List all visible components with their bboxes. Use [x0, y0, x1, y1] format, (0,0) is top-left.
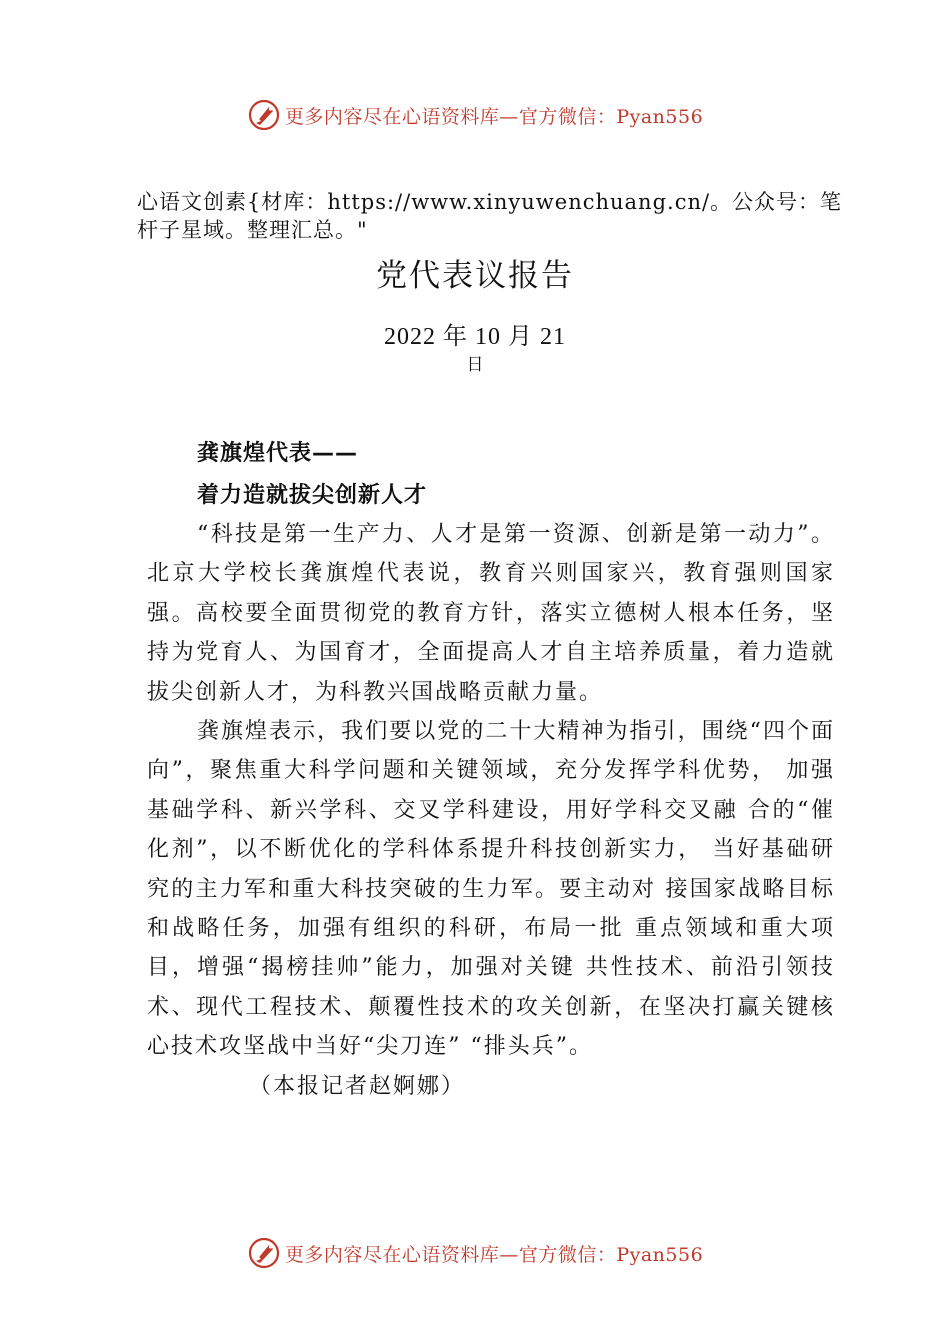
footer-banner: [0, 1233, 950, 1273]
banner-text: 更多内容尽在心语资料库—官方微信：Pyan556: [284, 105, 704, 128]
banner-text: 更多内容尽在心语资料库—官方微信：Pyan556: [284, 1243, 704, 1266]
source-note: 心语文创素{材库：https://www.xinyuwenchuang.cn/。公众号：笔杆子星域。整理汇总。": [137, 190, 843, 242]
paragraph-2: 龚旗煌表示，我们要以党的二十大精神为指引，围绕“四个面向”，聚焦重大科学问题和关键领域，充分发挥学科优势， 加强基础学科、新兴学科、交叉学科建设，用好学科交叉融 合的“催化剂”，以不断优化的学科体系提升科技创新实力， 当好基础研究的主力军和重大科技突破的生力军。要主动对 接国家战略目标和战略任务，加强有组织的科研，布局一批 重点领域和重大项目，增强“揭榜挂帅”能力，加强对关键 共性技术、前沿引领技术、现代工程技术、颠覆性技术的攻关创新，在坚决打赢关键核心技术攻坚战中当好“尖刀连” “排头兵”。: [147, 719, 835, 1060]
section-heading-1: 龚旗煌代表——: [197, 441, 359, 466]
pen-nib-logo-icon: [247, 1236, 281, 1270]
paragraph-1: “科技是第一生产力、人才是第一资源、创新是第一动力”。北京大学校长龚旗煌代表说，教育兴则国家兴，教育强则国家强。高校要全面贯彻党的教育方针，落实立德树人根本任务，坚持为党育人、为国育才，全面提高人才自主培养质量，着力造就拔尖创新人才，为科教兴国战略贡献力量。: [147, 522, 835, 705]
header-banner: [0, 95, 950, 135]
section-heading-2: 着力造就拔尖创新人才: [197, 483, 428, 508]
reporter-credit: （本报记者赵婀娜）: [249, 1073, 466, 1099]
pen-nib-logo-icon: [247, 98, 281, 132]
article-body: [147, 515, 835, 1106]
date-line-2: 日: [466, 355, 484, 375]
document-title: 党代表议报告: [376, 258, 574, 294]
date-line-1: 2022 年 10 月 21: [384, 324, 566, 350]
